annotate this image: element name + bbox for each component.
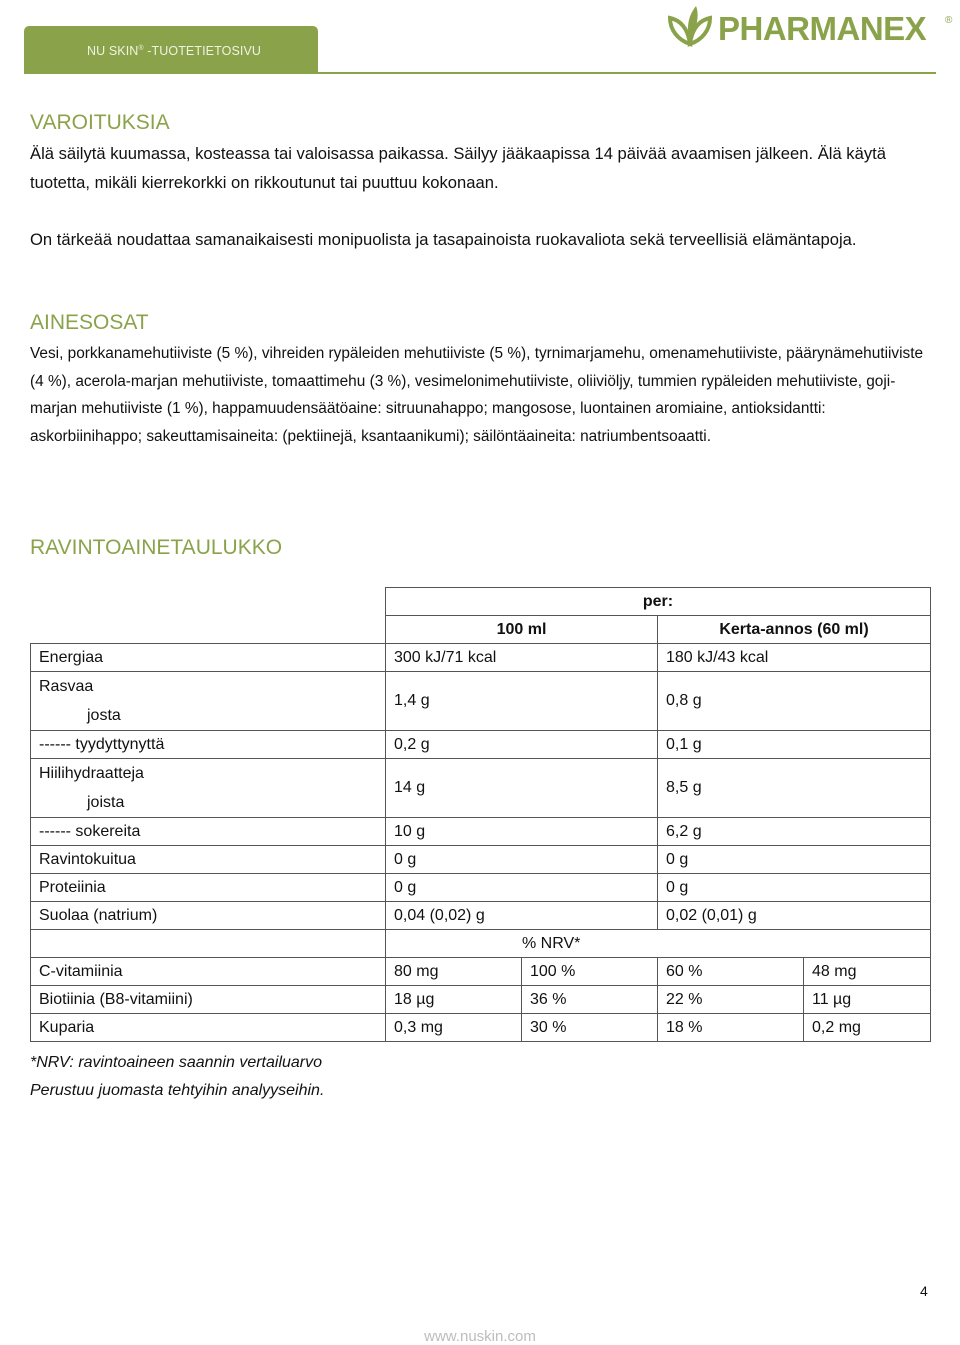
logo-wordmark: PHARMANEX — [718, 10, 927, 47]
warnings-heading: VAROITUKSIA — [30, 111, 170, 134]
table-row — [31, 672, 931, 731]
value-serving: 0 g — [658, 874, 931, 902]
value-100ml: 0,2 g — [386, 731, 658, 759]
table-row — [31, 644, 931, 672]
table-row — [31, 930, 931, 958]
nrv-serving: 22 % — [658, 986, 804, 1014]
value-100ml: 0 g — [386, 846, 658, 874]
table-row — [31, 1014, 931, 1042]
value-100ml: 0 g — [386, 874, 658, 902]
leaf-icon — [664, 4, 716, 50]
value-100ml: 14 g — [386, 759, 658, 818]
warnings-paragraph-2: On tärkeää noudattaa samanaikaisesti monipuolista ja tasapainoista ruokavaliota sekä terveellisiä elämäntapoja. — [30, 230, 857, 249]
row-label: Kuparia — [31, 1014, 386, 1042]
nrv-header: % NRV* — [386, 930, 931, 958]
value-100ml: 300 kJ/71 kcal — [386, 644, 658, 672]
nutrition-heading: RAVINTOAINETAULUKKO — [30, 536, 283, 559]
row-label: C-vitamiinia — [31, 958, 386, 986]
ingredients-text: Vesi, porkkanamehutiiviste (5 %), vihreiden rypäleiden mehutiiviste (5 %), tyrnimarjamehu, omenamehutiiviste, päärynämehutiiviste (4 %), acerola-marjan mehutiiviste, tomaattimehu (3 %), vesimelonimehutiiviste, oliiviöljy, tummien rypäleiden mehutiiviste, goji-marjan mehutiiviste (1 %), happamuudensäätöaine: sitruunahappo; mangosose, luontainen aromiaine, antioksidantti: askorbiinihappo; sakeuttamisaineita: (pektiinejä, ksantaanikumi); säilöntäaineita: natriumbentsoaatti. — [30, 345, 924, 445]
value-serving: 0,1 g — [658, 731, 931, 759]
row-sublabel: josta — [87, 707, 121, 724]
row-label: Biotiinia (B8-vitamiini) — [31, 986, 386, 1014]
value-serving: 180 kJ/43 kcal — [658, 644, 931, 672]
website-url: www.nuskin.com — [424, 1328, 536, 1345]
value-serving: 11 µg — [804, 986, 931, 1014]
table-row — [31, 846, 931, 874]
brand-name: NU SKIN — [87, 44, 139, 58]
nrv-serving: 60 % — [658, 958, 804, 986]
tab-title: -TUOTETIETOSIVU — [143, 44, 262, 58]
row-label: Energiaa — [31, 644, 386, 672]
row-label: ------ sokereita — [31, 818, 386, 846]
value-100ml: 80 mg — [386, 958, 522, 986]
nrv-100ml: 100 % — [522, 958, 658, 986]
value-100ml: 0,3 mg — [386, 1014, 522, 1042]
row-label: Rasvaa — [39, 678, 94, 695]
value-serving: 0,2 mg — [804, 1014, 931, 1042]
ingredients-heading: AINESOSAT — [30, 311, 149, 334]
row-label: Suolaa (natrium) — [31, 902, 386, 930]
value-serving: 0,02 (0,01) g — [658, 902, 931, 930]
header-rule — [24, 72, 936, 74]
product-info-tab — [24, 26, 318, 72]
table-row — [31, 616, 931, 644]
nrv-100ml: 30 % — [522, 1014, 658, 1042]
col-header-serving: Kerta-annos (60 ml) — [658, 616, 931, 644]
table-row — [31, 731, 931, 759]
table-row — [31, 874, 931, 902]
row-label: ------ tyydyttynyttä — [31, 731, 386, 759]
col-header-100ml: 100 ml — [386, 616, 658, 644]
table-row — [31, 818, 931, 846]
pharmanex-logo — [664, 4, 954, 50]
table-row — [31, 588, 931, 616]
value-100ml: 18 µg — [386, 986, 522, 1014]
value-serving: 0 g — [658, 846, 931, 874]
value-serving: 48 mg — [804, 958, 931, 986]
registered-mark: ® — [138, 45, 144, 52]
value-100ml: 10 g — [386, 818, 658, 846]
row-label: Ravintokuitua — [31, 846, 386, 874]
row-label: Proteiinia — [31, 874, 386, 902]
table-row — [31, 958, 931, 986]
value-serving: 8,5 g — [658, 759, 931, 818]
value-100ml: 1,4 g — [386, 672, 658, 731]
nrv-footnote: *NRV: ravintoaineen saannin vertailuarvo — [30, 1054, 323, 1071]
table-row — [31, 759, 931, 818]
table-row — [31, 986, 931, 1014]
page-number: 4 — [920, 1283, 928, 1299]
nutrition-table — [30, 587, 931, 1042]
row-sublabel: joista — [87, 794, 125, 811]
value-serving: 0,8 g — [658, 672, 931, 731]
analysis-footnote: Perustuu juomasta tehtyihin analyyseihin. — [30, 1082, 325, 1099]
warnings-paragraph-1: Älä säilytä kuumassa, kosteassa tai valoisassa paikassa. Säilyy jääkaapissa 14 päivää avaamisen jälkeen. Älä käytä tuotetta, mikäli kierrekorkki on rikkoutunut tai puuttuu kokonaan. — [30, 144, 886, 192]
nrv-100ml: 36 % — [522, 986, 658, 1014]
table-row — [31, 902, 931, 930]
row-label: Hiilihydraatteja — [39, 765, 144, 782]
per-header: per: — [386, 588, 931, 616]
logo-registered-mark: ® — [945, 15, 953, 26]
value-100ml: 0,04 (0,02) g — [386, 902, 658, 930]
value-serving: 6,2 g — [658, 818, 931, 846]
nrv-serving: 18 % — [658, 1014, 804, 1042]
